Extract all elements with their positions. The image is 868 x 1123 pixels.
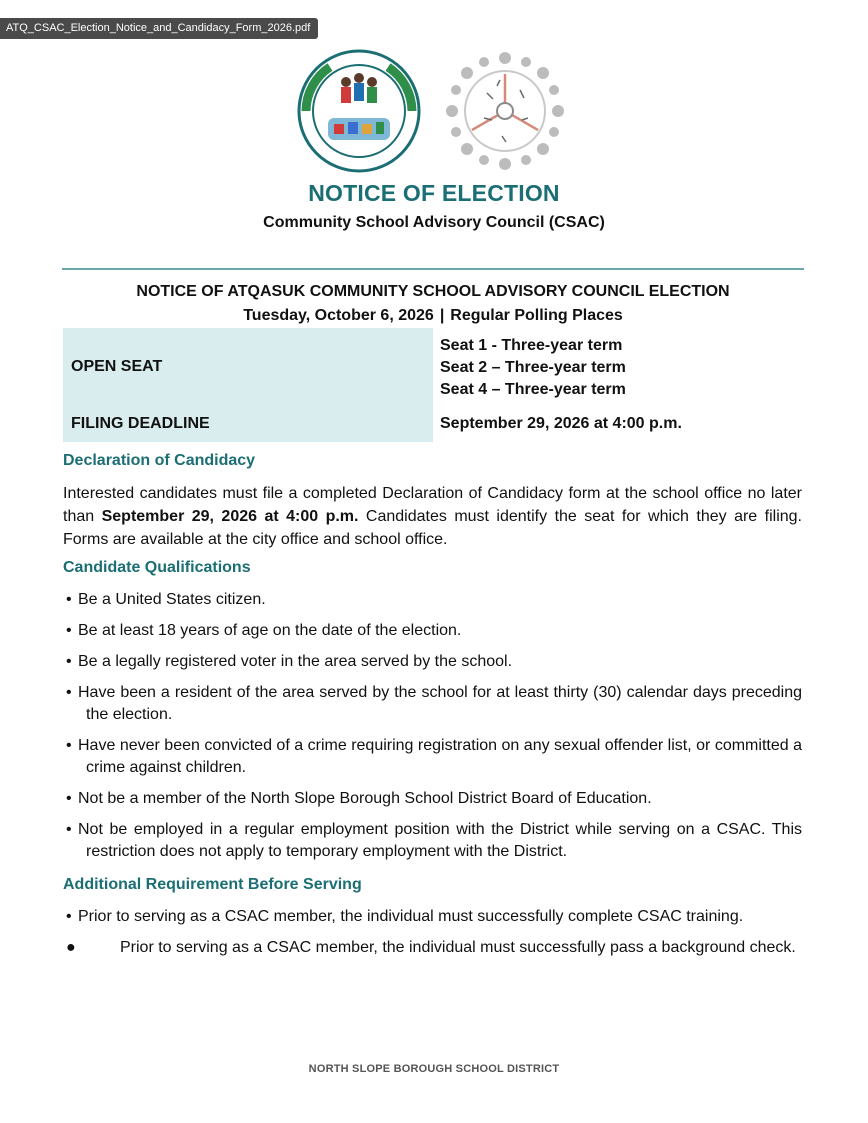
bullet-icon: ● xyxy=(66,939,76,956)
filing-deadline-value: September 29, 2026 at 4:00 p.m. xyxy=(440,415,682,432)
community-emblem-logo xyxy=(442,48,568,174)
page-title: NOTICE OF ELECTION xyxy=(308,180,560,206)
filing-deadline-label: FILING DEADLINE xyxy=(63,406,433,442)
page-footer: NORTH SLOPE BOROUGH SCHOOL DISTRICT xyxy=(308,1063,560,1075)
date-separator: | xyxy=(439,307,445,324)
declaration-heading: Declaration of Candidacy xyxy=(63,452,256,469)
bullet-icon: • xyxy=(66,622,72,639)
table-row xyxy=(63,328,805,406)
list-item-text: Have been a resident of the area served by the school for at least thirty (30) calendar days preceding the election. xyxy=(78,684,802,723)
list-item xyxy=(66,682,802,726)
bullet-icon: • xyxy=(66,737,72,754)
declaration-deadline-bold: September 29, 2026 at 4:00 p.m. xyxy=(101,508,359,525)
bullet-icon: • xyxy=(66,790,72,807)
list-item xyxy=(66,819,802,863)
list-item xyxy=(66,788,802,810)
list-item-text: Prior to serving as a CSAC member, the individual must successfully complete CSAC training. xyxy=(78,908,744,925)
list-item-text: Not be employed in a regular employment position with the District while serving on a CSAC. This restriction does not apply to temporary employment with the District. xyxy=(78,821,802,860)
list-item-text: Be a legally registered voter in the area served by the school. xyxy=(78,653,513,670)
list-item-text: Be at least 18 years of age on the date of the election. xyxy=(78,622,462,639)
qualifications-heading: Candidate Qualifications xyxy=(63,559,251,576)
list-item-text: Not be a member of the North Slope Borough School District Board of Education. xyxy=(78,790,652,807)
list-item xyxy=(66,906,802,928)
election-date: Tuesday, October 6, 2026 xyxy=(243,307,434,324)
table-row xyxy=(63,406,805,442)
seat-item: Seat 4 – Three-year term xyxy=(440,381,626,398)
list-item xyxy=(66,937,802,959)
polling-place: Regular Polling Places xyxy=(450,307,623,324)
open-seat-label: OPEN SEAT xyxy=(63,328,433,406)
list-item xyxy=(66,735,802,779)
declaration-text-part: Interested candidates must file a completed Declaration of Candidacy form at the school office no later than xyxy=(63,485,802,525)
list-item xyxy=(66,651,802,673)
page-subtitle: Community School Advisory Council (CSAC) xyxy=(263,214,605,231)
bullet-icon: • xyxy=(66,684,72,701)
additional-requirement-heading: Additional Requirement Before Serving xyxy=(63,876,362,893)
seat-item: Seat 2 – Three-year term xyxy=(440,359,626,376)
notice-heading-block xyxy=(62,280,804,328)
bullet-icon: • xyxy=(66,821,72,838)
declaration-text-part: Candidates must identify the seat for which they are filing. Forms are available at the city office and school office. xyxy=(63,508,803,548)
notice-heading: NOTICE OF ATQASUK COMMUNITY SCHOOL ADVISORY COUNCIL ELECTION xyxy=(136,283,730,300)
additional-requirements-list xyxy=(66,906,802,937)
header-logos xyxy=(296,48,576,178)
seat-item: Seat 1 - Three-year term xyxy=(440,337,623,354)
nsbsd-logo xyxy=(296,48,422,174)
list-item xyxy=(66,589,802,611)
election-info-table xyxy=(63,328,805,442)
bullet-icon: • xyxy=(66,591,72,608)
declaration-text xyxy=(63,482,802,551)
bullet-icon: • xyxy=(66,908,72,925)
election-date-line xyxy=(62,304,804,328)
qualifications-list xyxy=(66,589,802,872)
header-divider xyxy=(62,268,804,270)
list-item-text: Be a United States citizen. xyxy=(78,591,266,608)
list-item-text: Have never been convicted of a crime requiring registration on any sexual offender list, or committed a crime against children. xyxy=(78,737,802,776)
document-filename-tab[interactable]: ATQ_CSAC_Election_Notice_and_Candidacy_Form_2026.pdf xyxy=(0,18,318,39)
open-seat-values xyxy=(433,328,805,406)
bullet-icon: • xyxy=(66,653,72,670)
list-item-text: Prior to serving as a CSAC member, the individual must successfully pass a background check. xyxy=(120,939,796,956)
list-item xyxy=(66,620,802,642)
